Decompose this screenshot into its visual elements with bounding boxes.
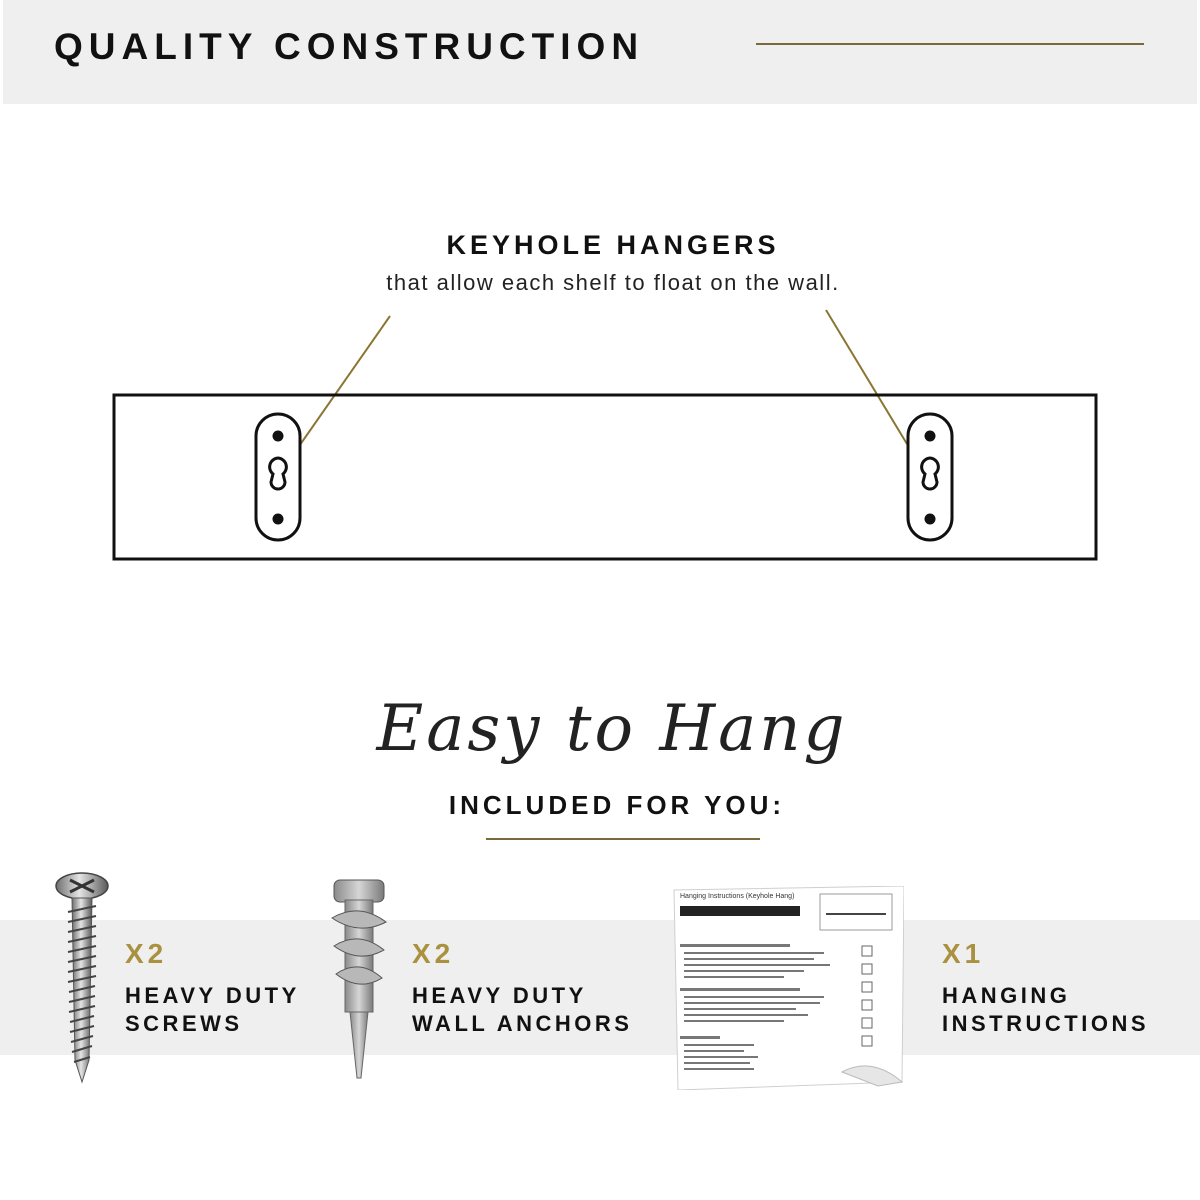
included-divider: [486, 838, 760, 840]
screw-icon: [50, 868, 114, 1086]
keyhole-title: KEYHOLE HANGERS: [446, 230, 780, 260]
screws-count: X2: [125, 938, 168, 969]
instructions-label: [942, 982, 1149, 1038]
anchors-label-line1: HEAVY DUTY: [412, 983, 587, 1008]
instructions-label-line2: INSTRUCTIONS: [942, 1011, 1149, 1036]
instructions-sheet-title: Hanging Instructions (Keyhole Hang): [680, 893, 795, 900]
anchors-count: X2: [412, 938, 455, 969]
keyhole-subtitle: that allow each shelf to float on the wall.: [386, 270, 840, 295]
instructions-label-line1: HANGING: [942, 983, 1071, 1008]
screws-label: [125, 982, 300, 1038]
shelf-diagram: [0, 300, 1200, 580]
easy-to-hang-script: Easy to Hang: [376, 692, 848, 766]
included-for-you-label: INCLUDED FOR YOU:: [448, 790, 786, 820]
instructions-sheet-icon: [672, 886, 904, 1090]
instructions-count: X1: [942, 938, 985, 969]
wall-anchor-icon: [328, 876, 390, 1082]
screws-label-line1: HEAVY DUTY: [125, 983, 300, 1008]
anchors-label-line2: WALL ANCHORS: [412, 1011, 633, 1036]
callout-line-left: [288, 316, 390, 462]
header-divider: [756, 43, 1144, 45]
keyhole-hanger-left-icon: [256, 414, 300, 540]
keyhole-hanger-right-icon: [908, 414, 952, 540]
anchors-label: [412, 982, 632, 1038]
page-title: QUALITY CONSTRUCTION: [54, 26, 645, 67]
screws-label-line2: SCREWS: [125, 1011, 243, 1036]
